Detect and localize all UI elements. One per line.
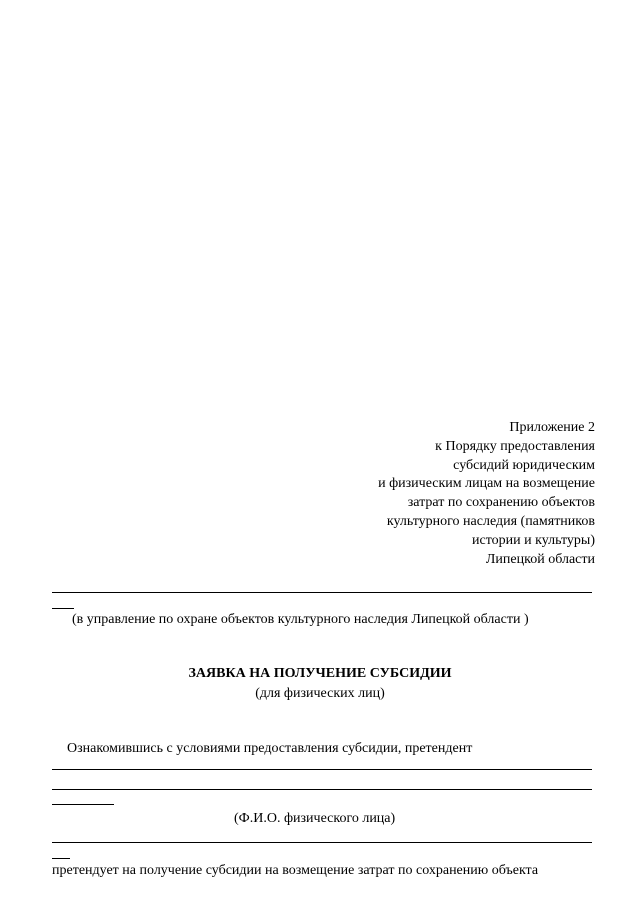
- recipient-caption: (в управление по охране объектов культурного наследия Липецкой области ): [72, 612, 529, 627]
- applicant-blank-line-2: [52, 789, 592, 790]
- appendix-line: истории и культуры): [472, 532, 595, 548]
- appendix-header: [378, 419, 595, 569]
- form-subtitle: (для физических лиц): [255, 686, 385, 701]
- name-caption: (Ф.И.О. физического лица): [234, 811, 396, 826]
- appendix-line: культурного наследия (памятников: [386, 513, 595, 529]
- object-blank-line: [52, 842, 592, 843]
- recipient-blank-tail: [52, 608, 74, 609]
- form-title: ЗАЯВКА НА ПОЛУЧЕНИЕ СУБСИДИИ: [188, 666, 452, 681]
- appendix-line: и физическим лицам на возмещение: [378, 476, 595, 492]
- appendix-line: к Порядку предоставления: [435, 438, 595, 454]
- appendix-line: Липецкой области: [485, 551, 595, 567]
- appendix-line: субсидий юридическим: [453, 457, 595, 473]
- intro-text: Ознакомившись с условиями предоставления субсидии, претендент: [67, 741, 473, 756]
- applicant-blank-tail: [52, 804, 114, 805]
- claim-text: претендует на получение субсидии на возмещение затрат по сохранению объекта: [52, 863, 539, 878]
- object-blank-tail: [52, 858, 70, 859]
- appendix-line: Приложение 2: [509, 420, 595, 435]
- recipient-blank-line: [52, 592, 592, 593]
- appendix-line: затрат по сохранению объектов: [407, 495, 595, 511]
- applicant-blank-line-1: [52, 769, 592, 770]
